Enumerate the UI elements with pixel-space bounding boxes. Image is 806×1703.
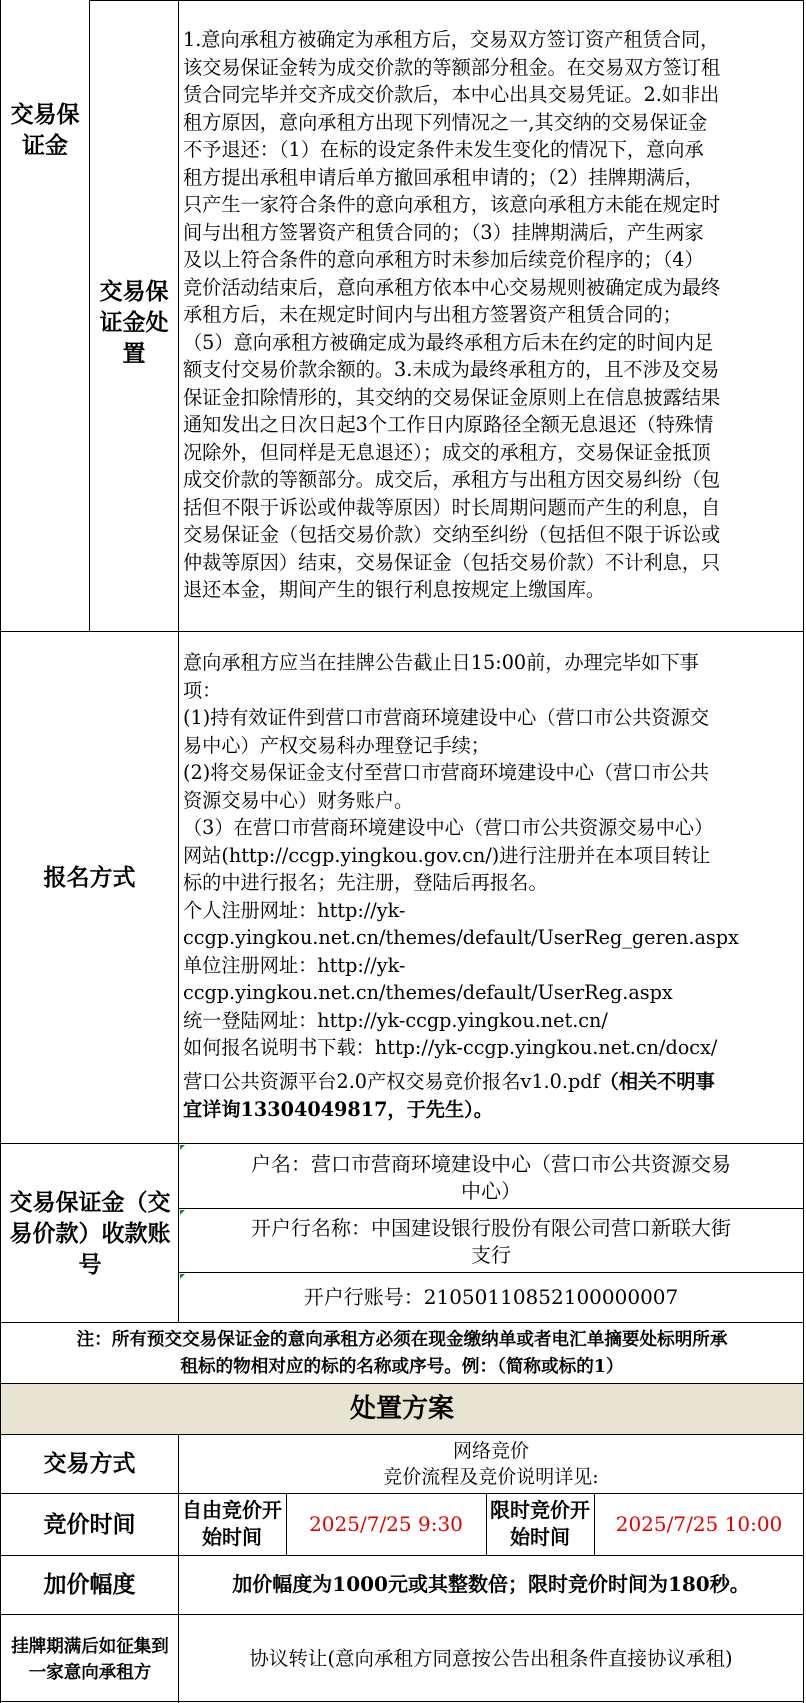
bid-time-label: 竞价时间 [43, 1510, 136, 1538]
deposit-rule-line: （5）意向承租方被确定成为最终承租方后未在约定的时间内足 [183, 330, 714, 354]
account-section [0, 1143, 804, 1322]
deposit-rule-line: 租方提出承租申请后单方撤回承租申请的；（2）挂牌期满后， [183, 165, 704, 189]
trade-method-row [0, 1434, 804, 1493]
deposit-rule-line: 租方原因，意向承租方出现下列情况之一,其交纳的交易保证金 [183, 110, 708, 134]
registration-line: 资源交易中心）财务账户。 [183, 788, 414, 812]
deposit-inner-label: 交易保证金处置 [99, 277, 169, 367]
registration-line: 统一登陆网址：http://yk-ccgp.yingkou.net.cn/ [183, 1008, 608, 1032]
timed-bid-label: 限时竞价开始时间 [490, 1498, 590, 1549]
deposit-section [0, 0, 804, 632]
bid-time-row [0, 1493, 804, 1555]
deposit-rule-line: 竞价活动结束后，意向承租方依本中心交易规则被确定成为最终 [183, 275, 721, 299]
deposit-rule-line: 况除外，但同样是无息退还）；成交的承租方，交易保证金抵顶 [183, 440, 711, 464]
deposit-rule-line: 1.意向承租方被确定为承租方后，交易双方签订资产租赁合同， [183, 28, 720, 51]
registration-final-lines [183, 1068, 801, 1123]
deposit-rule-line: 仲裁等原因）结束，交易保证金（包括交易价款）不计利息，只 [183, 550, 721, 574]
registration-line: (2)将交易保证金支付至营口市营商环境建设中心（营口市公共 [183, 761, 710, 784]
bank-account-number: 开户行账号：21050110852100000007 [303, 1285, 679, 1309]
free-bid-start-time: 2025/7/25 9:30 [309, 1511, 463, 1536]
bank-name: 开户行名称：中国建设银行股份有限公司营口新联大街 支行 [251, 1216, 731, 1267]
registration-section [0, 632, 804, 1143]
deposit-rule-line: 交易保证金（包括交易价款）交纳至纠纷（包括但不限于诉讼或 [183, 523, 721, 546]
registration-line: 易中心）产权交易科办理登记手续； [183, 733, 490, 757]
increment-row [0, 1555, 804, 1614]
registration-label: 报名方式 [43, 863, 136, 891]
deposit-rule-line: 额支付交易价款余额的。3.未成为最终承租方的，且不涉及交易 [183, 358, 720, 381]
deposit-rule-line: 该交易保证金转为成交价款的等额部分租金。在交易双方签订租 [183, 55, 721, 79]
account-name: 户名：营口市营商环境建设中心（营口市公共资源交易 中心） [251, 1152, 731, 1203]
contact-note-start: （相关不明事 [599, 1070, 715, 1093]
deposit-outer-label: 交易保证金 [10, 101, 80, 159]
registration-line: ccgp.yingkou.net.cn/themes/default/UserReg.aspx [183, 981, 673, 1004]
deposit-rule-line: 退还本金，期间产生的银行利息按规定上缴国库。 [183, 578, 606, 601]
registration-line: 意向承租方应当在挂牌公告截止日15:00前，办理完毕如下事 [183, 651, 699, 674]
deposit-rule-line: 承租方后，未在规定时间内与出租方签署资产租赁合同的； [183, 303, 682, 326]
registration-line: 网站(http://ccgp.yingkou.gov.cn/)进行注册并在本项目转让 [183, 843, 711, 867]
single-bidder-row [0, 1614, 804, 1703]
registration-line: 项： [183, 678, 222, 702]
deposit-rule-line: 通知发出之日次日起3个工作日内原路径全额无息退还（特殊情 [183, 413, 714, 436]
increment-label: 加价幅度 [43, 1571, 136, 1598]
registration-line: 标的中进行报名；先注册，登陆后再报名。 [183, 871, 548, 894]
contact-note-end: 宜详询13304049817，于先生）。 [183, 1097, 493, 1121]
registration-line: 个人注册网址：http://yk- [183, 898, 406, 922]
trade-method-label: 交易方式 [43, 1450, 136, 1477]
deposit-note: 注：所有预交交易保证金的意向承租方必须在现金缴纳单或者电汇单摘要处标明所承 租标的物相对应的标的名称或序号。例：（简称或标的1） [76, 1329, 728, 1377]
deposit-rule-line: 不予退还：（1）在标的设定条件未发生变化的情况下，意向承 [183, 138, 704, 161]
disposal-title-band [0, 1384, 804, 1434]
single-bidder-value: 协议转让(意向承租方同意按公告出租条件直接协议承租) [249, 1647, 733, 1670]
note-section [0, 1322, 804, 1383]
deposit-rule-line: 括但不限于诉讼或仲裁等原因）时长周期问题而产生的利息，自 [183, 495, 721, 519]
registration-line: 单位注册网址：http://yk- [183, 953, 406, 977]
trade-method-note: 竞价流程及竞价说明详见: [383, 1465, 599, 1488]
disposal-title: 处置方案 [349, 1393, 454, 1424]
deposit-rule-line: 赁合同完毕并交齐成交价款后，本中心出具交易凭证。2.如非出 [183, 83, 720, 106]
deposit-rules-text [183, 26, 801, 604]
deposit-rule-line: 及以上符合条件的意向承租方时未参加后续竞价程序的；（4） [183, 248, 704, 271]
manual-filename: 营口公共资源平台2.0产权交易竞价报名v1.0.pdf [183, 1070, 600, 1093]
deposit-rule-line: 只产生一家符合条件的意向承租方，该意向承租方未能在规定时 [183, 193, 721, 216]
registration-line: (1)持有效证件到营口市营商环境建设中心（营口市公共资源交 [183, 706, 710, 729]
registration-instructions [183, 649, 801, 1062]
timed-bid-start-time: 2025/7/25 10:00 [615, 1511, 783, 1536]
single-bidder-label: 挂牌期满后如征集到一家意向承租方 [11, 1637, 169, 1683]
increment-value: 加价幅度为1000元或其整数倍；限时竞价时间为180秒。 [232, 1572, 750, 1596]
free-bid-label: 自由竞价开始时间 [182, 1498, 282, 1549]
deposit-rule-line: 成交价款的等额部分。成交后，承租方与出租方因交易纠纷（包 [183, 468, 721, 491]
deposit-rule-line: 保证金扣除情形的，其交纳的交易保证金原则上在信息披露结果 [183, 385, 721, 409]
trade-method-value: 网络竞价 竞价流程及竞价说明详见: [383, 1439, 599, 1488]
registration-line: 如何报名说明书下载：http://yk-ccgp.yingkou.net.cn/docx/ [183, 1036, 718, 1059]
deposit-rule-line: 间与出租方签署资产租赁合同的；（3）挂牌期满后，产生两家 [183, 220, 704, 244]
registration-line: ccgp.yingkou.net.cn/themes/default/UserReg_geren.aspx [183, 926, 739, 949]
account-label: 交易保证金（交易价款）收款账号 [9, 1188, 171, 1278]
registration-line: （3）在营口市营商环境建设中心（营口市公共资源交易中心） [183, 816, 714, 839]
